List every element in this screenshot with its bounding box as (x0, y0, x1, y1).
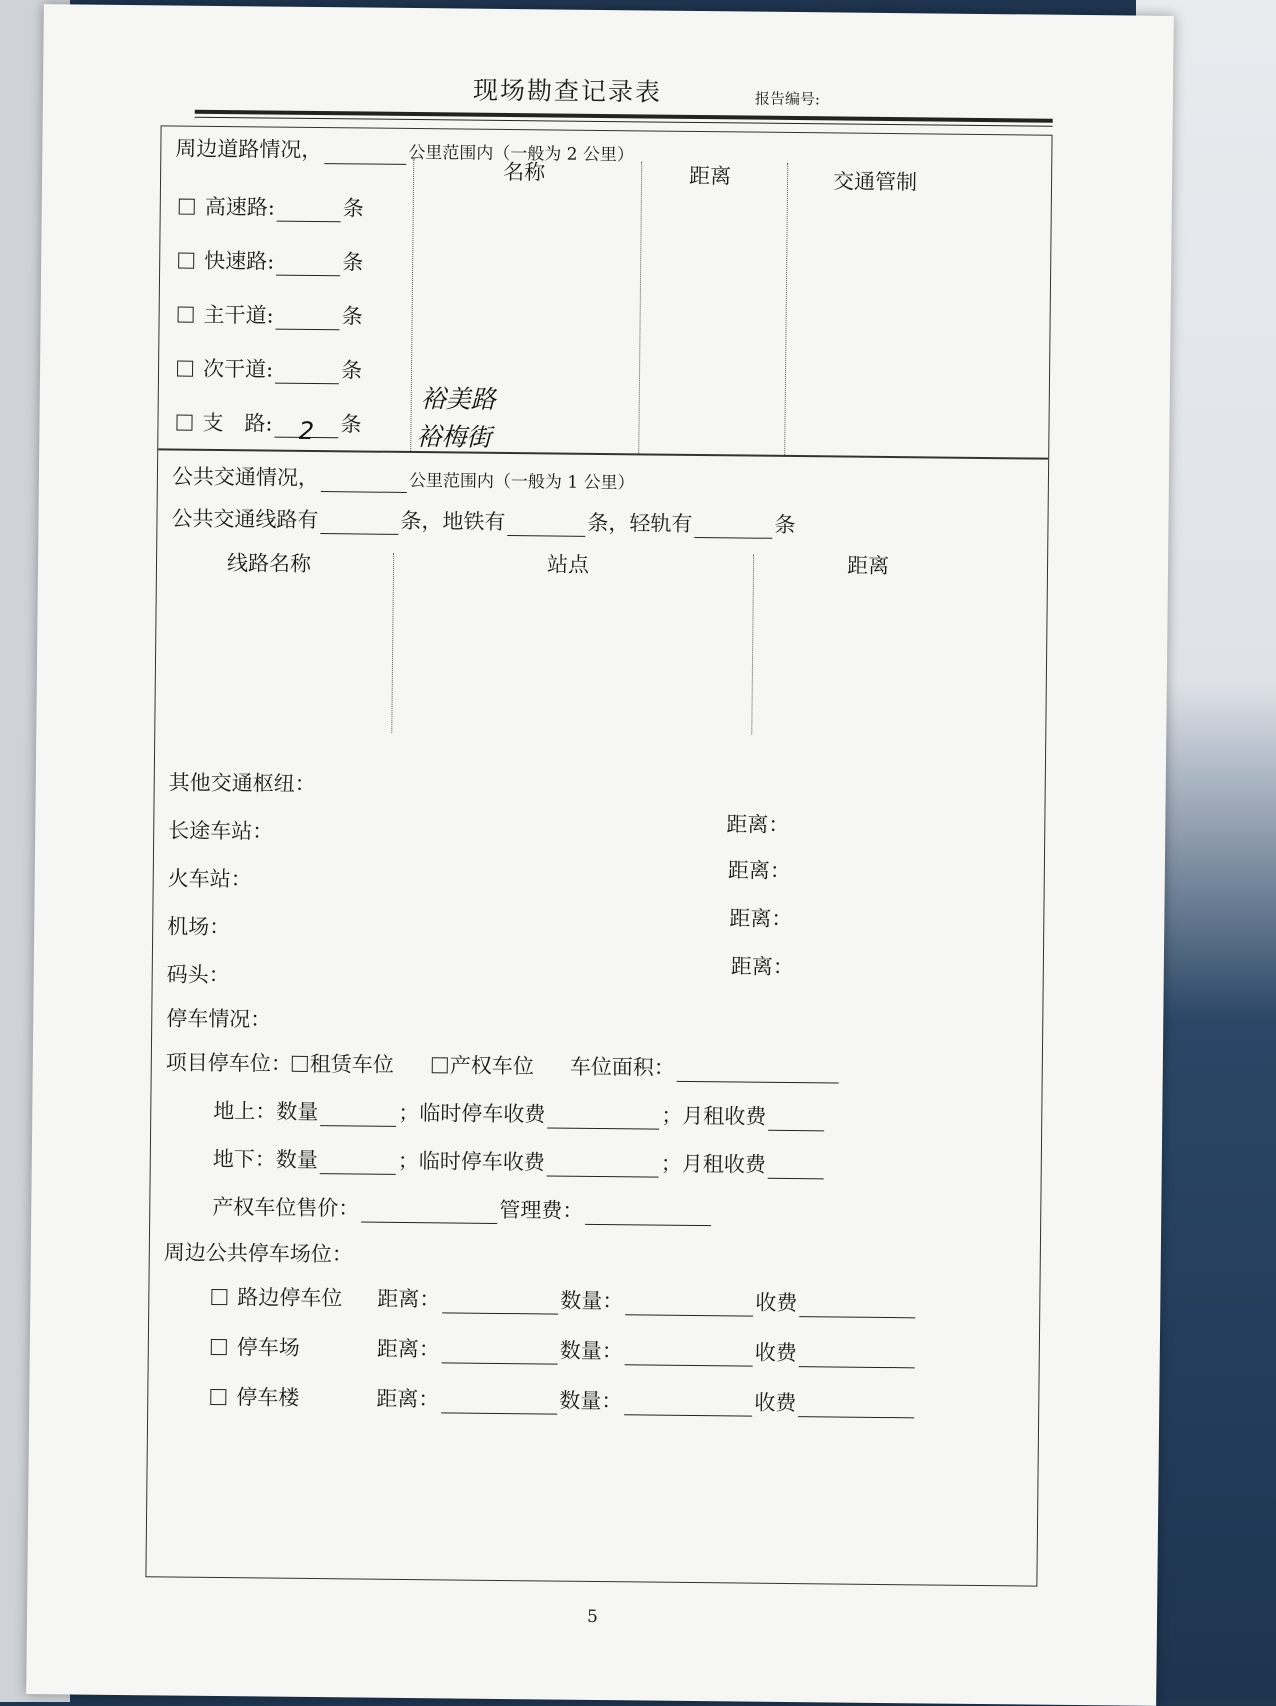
branch-count-field[interactable]: 2 (274, 417, 338, 439)
road-item-expressway (178, 245, 363, 277)
roadside-fee-field[interactable] (799, 1296, 915, 1318)
handwritten-road-name-1: 裕美路 (420, 384, 496, 414)
expressway-count-field[interactable] (276, 255, 340, 277)
parking-lot-checkbox[interactable] (211, 1339, 227, 1355)
roads-col-name: 名称 (503, 159, 546, 185)
transit-divider-1 (391, 553, 394, 733)
roads-heading-row (175, 133, 634, 168)
parking-garage-distance-field[interactable] (441, 1392, 557, 1414)
form-sheet (26, 4, 1174, 1706)
parking-lot-distance-label: 距离： (376, 1336, 440, 1362)
parking-garage-row (210, 1381, 916, 1418)
transit-subway-label: 条，地铁有 (400, 508, 506, 534)
roadside-distance-field[interactable] (442, 1292, 558, 1314)
bus-lines-field[interactable] (320, 513, 398, 535)
above-qty-label: 地上：数量 (213, 1098, 319, 1125)
hub-airport: 机场： (167, 914, 231, 940)
hub-train-station: 火车站： (167, 866, 252, 892)
transit-lines-label: 公共交通线路有 (171, 506, 319, 533)
roadside-label: 路边停车位 (237, 1285, 343, 1311)
parking-lot-label: 停车场 (236, 1335, 300, 1360)
transit-range-suffix: 公里范围内（一般为 1 公里） (408, 470, 635, 494)
area-field[interactable] (677, 1061, 839, 1084)
subway-lines-field[interactable] (507, 515, 585, 537)
roadside-fee-label: 收费 (755, 1290, 798, 1316)
section-divider (158, 448, 1048, 459)
property-option-label: 产权车位 (449, 1053, 534, 1079)
report-number-label: 报告编号: (754, 89, 821, 109)
roads-range-field[interactable] (324, 143, 406, 165)
road-item-arterial (177, 299, 362, 331)
secondary-checkbox[interactable] (177, 361, 193, 377)
property-price-row (212, 1191, 713, 1226)
above-monthly-field[interactable] (768, 1110, 824, 1132)
handwritten-road-name-2: 裕梅街 (416, 422, 492, 452)
roads-heading: 周边道路情况， (175, 136, 323, 163)
roadside-checkbox[interactable] (211, 1289, 227, 1305)
secondary-unit: 条 (341, 358, 363, 383)
transit-col-line: 线路名称 (226, 551, 312, 576)
lightrail-lines-field[interactable] (694, 517, 772, 539)
highway-label: 高速路: (204, 194, 275, 220)
parking-heading: 停车情况： (166, 1006, 272, 1032)
road-item-branch (176, 407, 362, 445)
transit-heading: 公共交通情况， (171, 464, 320, 491)
hub-long-distance-bus: 长途车站： (168, 818, 274, 844)
lease-checkbox[interactable] (292, 1056, 308, 1072)
below-temp-fee-label: ；临时停车收费 (397, 1148, 545, 1175)
parking-garage-checkbox[interactable] (210, 1389, 226, 1405)
below-monthly-label: ；月租收费 (660, 1151, 766, 1177)
roads-col-distance: 距离 (688, 163, 732, 189)
arterial-label: 主干道: (203, 302, 274, 328)
roads-divider-3 (784, 163, 788, 455)
highway-unit: 条 (342, 196, 364, 221)
roads-range-suffix: 公里范围内（一般为 2 公里） (408, 142, 635, 166)
transit-lines-row (171, 502, 795, 539)
above-qty-field[interactable] (320, 1105, 396, 1127)
expressway-unit: 条 (342, 250, 364, 275)
branch-checkbox[interactable] (176, 415, 192, 431)
below-temp-fee-field[interactable] (547, 1155, 659, 1177)
parking-garage-fee-field[interactable] (798, 1396, 914, 1418)
lease-option-label: 租赁车位 (309, 1051, 394, 1077)
road-item-secondary (177, 353, 362, 385)
roadside-qty-label: 数量： (560, 1288, 624, 1314)
above-temp-fee-label: ；临时停车收费 (398, 1100, 546, 1127)
project-parking-label: 项目停车位： (165, 1050, 292, 1076)
hub-airport-distance-label: 距离： (729, 906, 793, 932)
transit-unit: 条 (774, 512, 796, 538)
mgmt-fee-label: 管理费： (499, 1197, 584, 1223)
property-checkbox[interactable] (432, 1057, 448, 1073)
expressway-checkbox[interactable] (178, 253, 194, 269)
roadside-qty-field[interactable] (625, 1294, 753, 1316)
highway-count-field[interactable] (277, 201, 341, 223)
parking-garage-qty-field[interactable] (624, 1394, 752, 1416)
highway-checkbox[interactable] (179, 199, 195, 215)
sale-price-field[interactable] (361, 1202, 497, 1224)
arterial-unit: 条 (341, 304, 363, 329)
arterial-checkbox[interactable] (178, 307, 194, 323)
parking-lot-fee-label: 收费 (754, 1340, 797, 1366)
branch-unit: 条 (340, 412, 362, 437)
parking-lot-qty-field[interactable] (625, 1344, 753, 1366)
hub-pier: 码头： (166, 962, 230, 988)
sale-price-label: 产权车位售价： (212, 1194, 360, 1221)
page-title: 现场勘查记录表 (472, 75, 663, 107)
secondary-count-field[interactable] (275, 363, 339, 385)
mgmt-fee-field[interactable] (585, 1204, 711, 1226)
roadside-parking-row (211, 1281, 917, 1318)
underground-row (213, 1143, 826, 1179)
roadside-distance-label: 距离： (377, 1286, 441, 1312)
page-number: 5 (586, 1606, 598, 1628)
transit-col-distance: 距离 (846, 553, 890, 579)
expressway-label: 快速路: (204, 248, 275, 274)
secondary-label: 次干道: (202, 356, 274, 382)
arterial-count-field[interactable] (276, 309, 340, 331)
branch-label: 支 路: (202, 410, 273, 436)
form-frame (145, 125, 1052, 1586)
above-monthly-label: ；月租收费 (661, 1103, 767, 1129)
above-temp-fee-field[interactable] (547, 1107, 659, 1129)
roads-col-control: 交通管制 (832, 169, 918, 195)
transit-heading-row (172, 460, 635, 495)
hub-bus-distance-label: 距离： (726, 812, 790, 837)
above-ground-row (213, 1095, 826, 1131)
public-parking-heading: 周边公共停车场位： (163, 1240, 353, 1267)
hub-train-distance-label: 距离： (727, 858, 791, 883)
hub-pier-distance-label: 距离： (730, 954, 794, 980)
below-monthly-field[interactable] (768, 1158, 824, 1180)
parking-lot-distance-field[interactable] (442, 1342, 558, 1364)
parking-garage-distance-label: 距离： (376, 1386, 440, 1412)
roads-divider-2 (638, 161, 642, 453)
parking-lot-qty-label: 数量： (559, 1338, 623, 1364)
parking-garage-label: 停车楼 (236, 1385, 300, 1410)
parking-garage-fee-label: 收费 (754, 1390, 797, 1416)
hubs-heading: 其他交通枢纽： (168, 770, 316, 797)
roads-divider-1 (410, 159, 414, 451)
below-qty-label: 地下：数量 (212, 1146, 318, 1173)
parking-lot-row (211, 1331, 917, 1368)
project-parking-row (166, 1046, 841, 1083)
transit-divider-2 (751, 555, 754, 735)
transit-lightrail-label: 条，轻轨有 (587, 510, 693, 536)
parking-lot-fee-field[interactable] (799, 1346, 915, 1368)
transit-col-stop: 站点 (546, 552, 590, 577)
area-label: 车位面积： (569, 1054, 675, 1080)
below-qty-field[interactable] (320, 1153, 396, 1175)
road-item-highway (179, 191, 364, 223)
parking-garage-qty-label: 数量： (559, 1388, 623, 1414)
transit-range-field[interactable] (321, 471, 407, 493)
